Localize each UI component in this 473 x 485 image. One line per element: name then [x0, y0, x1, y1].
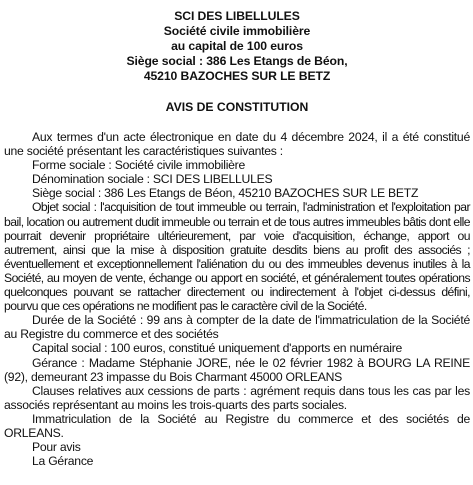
company-siege: Siège social : 386 Les Etangs de Béon, — [126, 54, 348, 68]
intro-paragraph: Aux termes d'un acte électronique en date du 4 décembre 2024, il a été constitué une société présentant les caractéristiques suivantes : — [4, 130, 470, 159]
forme-paragraph: Forme sociale : Société civile immobilière — [32, 158, 246, 173]
gerance-paragraph: Gérance : Madame Stéphanie JORE, née le 02 février 1982 à BOURG LA REINE (92), demeurant 23 impasse du Bois Charmant 45000 ORLEANS — [4, 355, 470, 384]
notice-title: AVIS DE CONSTITUTION — [165, 100, 309, 114]
capital-paragraph: Capital social : 100 euros, constitué uniquement d'apports en numéraire — [32, 341, 403, 356]
company-capital: au capital de 100 euros — [171, 39, 303, 53]
company-type: Société civile immobilière — [163, 24, 311, 38]
company-city: 45210 BAZOCHES SUR LE BETZ — [143, 69, 331, 83]
notice-header — [4, 9, 470, 84]
clauses-paragraph: Clauses relatives aux cessions de parts : agrément requis dans tous les cas par les associés représentant au moins les trois-quarts des parts sociales. — [4, 383, 470, 412]
siege-paragraph: Siège social : 386 Les Etangs de Béon, 45210 BAZOCHES SUR LE BETZ — [32, 186, 419, 201]
duree-paragraph: Durée de la Société : 99 ans à compter de la date de l'immatriculation de la Société au Registre du commerce et des sociétés — [4, 313, 470, 342]
pour-avis: Pour avis — [32, 440, 81, 455]
denomination-paragraph: Dénomination sociale : SCI DES LIBELLULES — [32, 172, 273, 187]
immatriculation-paragraph: Immatriculation de la Société au Registre du commerce et des sociétés de ORLEANS. — [4, 411, 470, 440]
signature: La Gérance — [32, 454, 94, 469]
notice-body — [4, 130, 470, 468]
company-name: SCI DES LIBELLULES — [174, 9, 300, 23]
objet-paragraph: Objet social : l'acquisition de tout immeuble ou terrain, l'administration et l'exploitation par bail, location ou autrement dudit immeuble ou terrain et de tous autres immeubles bâtis dont elle pourrait devenir propriétaire ultérieurement, par voie d'acquisition, échange, apport ou autrement, ainsi que la mise à disposition gratuite desdits biens au profit des associés ; éventuellement et exceptionnellement l'aliénation du ou des immeubles devenus inutiles à la Société, au moyen de vente, échange ou apport en société, et généralement toutes opérations quelconques pouvant se rattacher directement ou indirectement à l'objet ci-dessus défini, pourvu que ces opérations ne modifient pas le caractère civil de la Société. — [4, 200, 470, 314]
